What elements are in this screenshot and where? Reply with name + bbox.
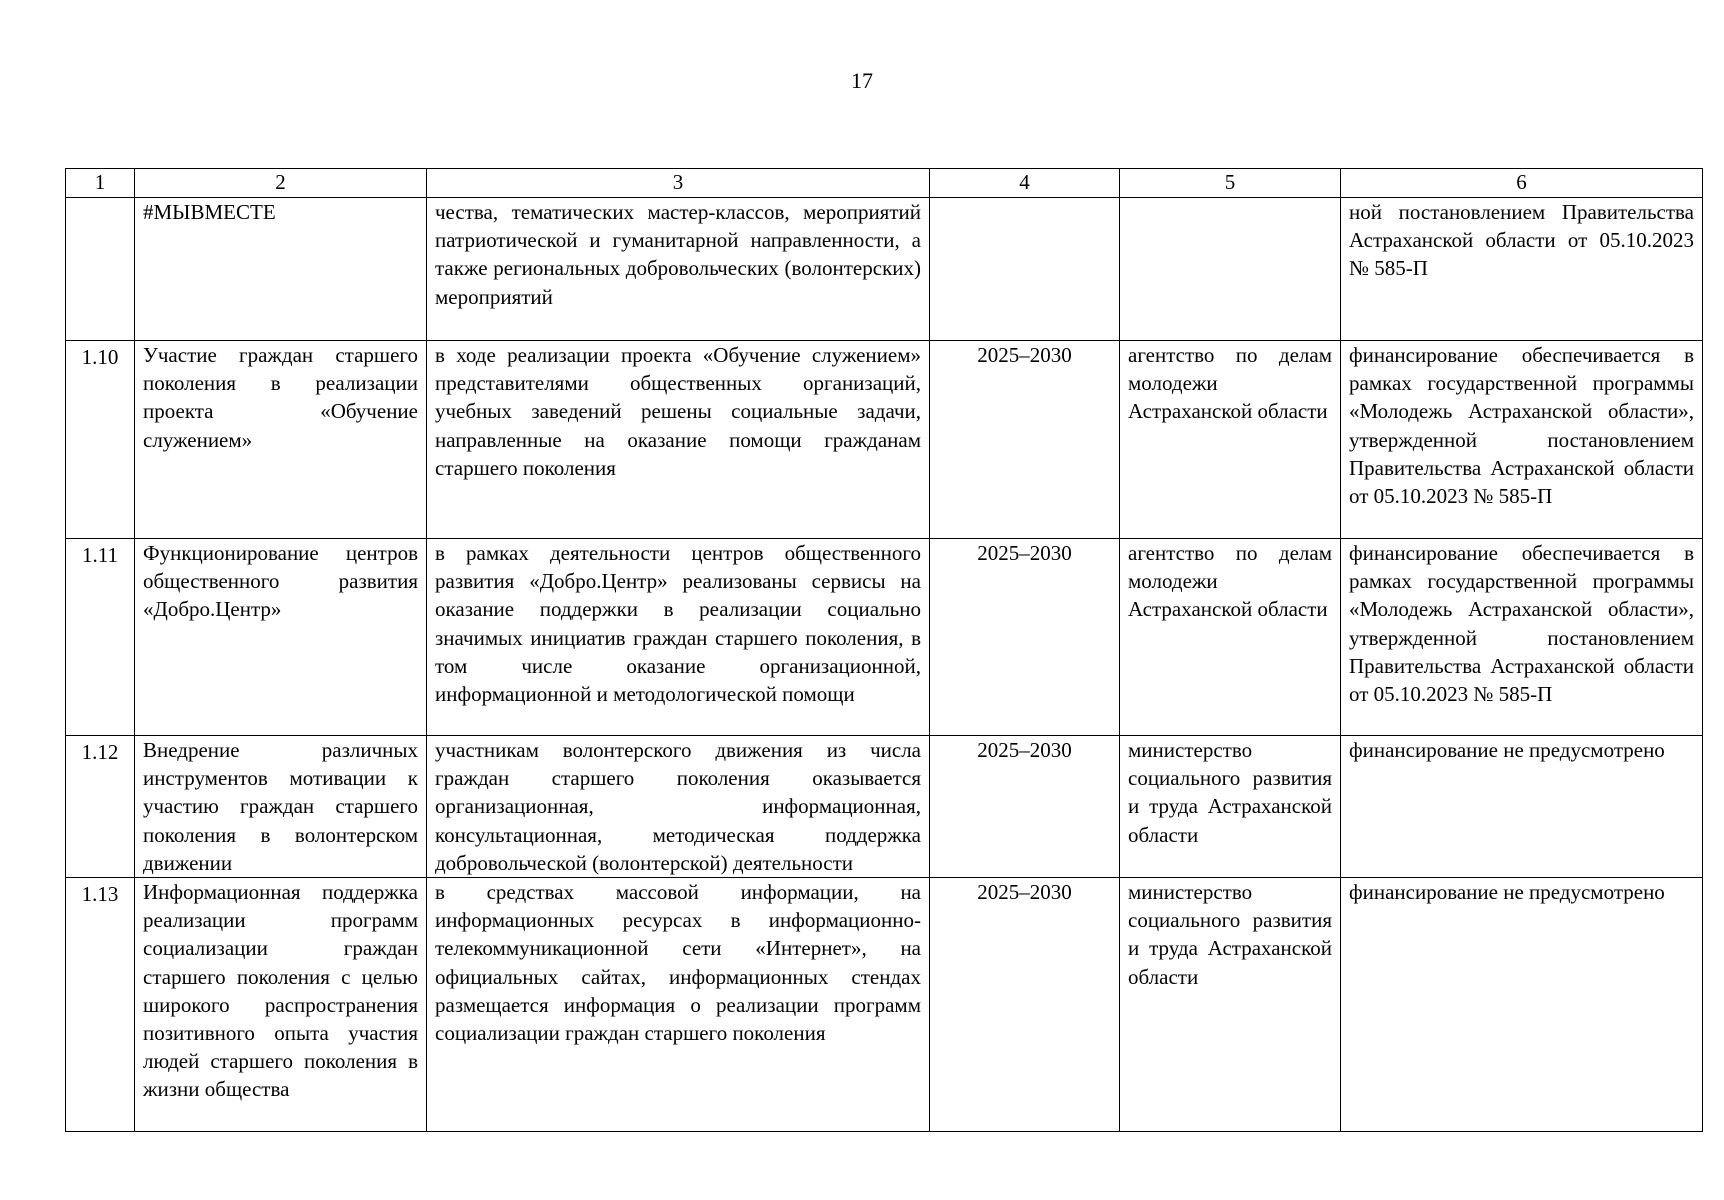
executor-cell: министерство социального развития и труда Астраханской области: [1120, 878, 1341, 1132]
period-cell: 2025–2030: [930, 736, 1120, 878]
result-cell: в рамках деятельности центров общественного развития «Добро.Центр» реализованы сервисы на оказание поддержки в реализации социально значимых инициатив граждан старшего поколения, в том числе оказание организационной, информационной и методологической помощи: [427, 539, 930, 736]
financing-cell: финансирование обеспечивается в рамках государственной программы «Молодежь Астраханской области», утвержденной постановлением Правительства Астраханской области от 05.10.2023 № 585-П: [1341, 341, 1703, 539]
table-row: [66, 736, 1703, 878]
table-header-row: [66, 169, 1703, 198]
row-number: 1.12: [66, 736, 135, 878]
row-number: 1.13: [66, 878, 135, 1132]
executor-cell: [1120, 198, 1341, 341]
executor-cell: министерство социального развития и труда Астраханской области: [1120, 736, 1341, 878]
period-cell: [930, 198, 1120, 341]
activity-cell: Внедрение различных инструментов мотивации к участию граждан старшего поколения в волонтерском движении: [135, 736, 427, 878]
activity-cell: #МЫВМЕСТЕ: [135, 198, 427, 341]
table-row: [66, 878, 1703, 1132]
table-row: [66, 198, 1703, 341]
period-cell: 2025–2030: [930, 878, 1120, 1132]
activity-cell: Информационная поддержка реализации программ социализации граждан старшего поколения с целью широкого распространения позитивного опыта участия людей старшего поколения в жизни общества: [135, 878, 427, 1132]
period-cell: 2025–2030: [930, 539, 1120, 736]
financing-cell: финансирование не предусмотрено: [1341, 878, 1703, 1132]
table-row: [66, 341, 1703, 539]
financing-cell: финансирование обеспечивается в рамках государственной программы «Молодежь Астраханской области», утвержденной постановлением Правительства Астраханской области от 05.10.2023 № 585-П: [1341, 539, 1703, 736]
column-header: 4: [930, 169, 1120, 198]
result-cell: в ходе реализации проекта «Обучение служением» представителями общественных организаций, учебных заведений решены социальные задачи, направленные на оказание помощи гражданам старшего поколения: [427, 341, 930, 539]
row-number: [66, 198, 135, 341]
financing-cell: финансирование не предусмотрено: [1341, 736, 1703, 878]
row-number: 1.10: [66, 341, 135, 539]
executor-cell: агентство по делам молодежи Астраханской области: [1120, 341, 1341, 539]
result-cell: участникам волонтерского движения из числа граждан старшего поколения оказывается организационная, информационная, консультационная, методическая поддержка добровольческой (волонтерской) деятельности: [427, 736, 930, 878]
result-cell: чества, тематических мастер-классов, мероприятий патриотической и гуманитарной направленности, а также региональных добровольческих (волонтерских) мероприятий: [427, 198, 930, 341]
page-number: 17: [851, 68, 873, 93]
column-header: 3: [427, 169, 930, 198]
result-cell: в средствах массовой информации, на информационных ресурсах в информационно-телекоммуникационной сети «Интернет», на официальных сайтах, информационных стендах размещается информация о реализации программ социализации граждан старшего поколения: [427, 878, 930, 1132]
row-number: 1.11: [66, 539, 135, 736]
column-header: 5: [1120, 169, 1341, 198]
column-header: 6: [1341, 169, 1703, 198]
activities-table: [65, 168, 1703, 1132]
period-cell: 2025–2030: [930, 341, 1120, 539]
executor-cell: агентство по делам молодежи Астраханской области: [1120, 539, 1341, 736]
table-row: [66, 539, 1703, 736]
activity-cell: Функционирование центров общественного развития «Добро.Центр»: [135, 539, 427, 736]
financing-cell: ной постановлением Правительства Астраханской области от 05.10.2023 № 585-П: [1341, 198, 1703, 341]
column-header: 2: [135, 169, 427, 198]
column-header: 1: [66, 169, 135, 198]
activity-cell: Участие граждан старшего поколения в реализации проекта «Обучение служением»: [135, 341, 427, 539]
